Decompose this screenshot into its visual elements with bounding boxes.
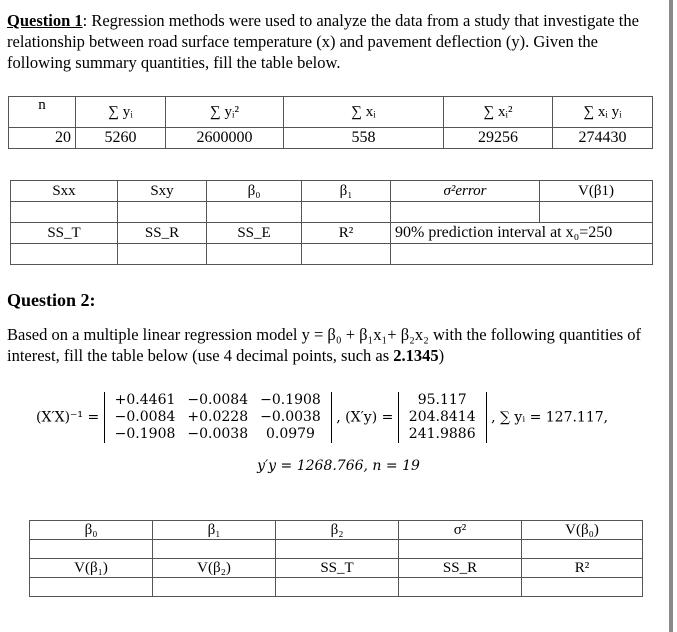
header-sst: SS_T bbox=[276, 559, 399, 578]
header-beta0: β₀ bbox=[30, 521, 153, 540]
answer-cell[interactable] bbox=[522, 540, 643, 559]
header-sst: SS_T bbox=[11, 223, 118, 244]
answer-cell[interactable] bbox=[302, 244, 391, 265]
answer-cell[interactable] bbox=[391, 244, 653, 265]
answer-cell[interactable] bbox=[302, 202, 391, 223]
value-sum-y: 5260 bbox=[76, 128, 166, 149]
header-prediction-interval: 90% prediction interval at x₀=250 bbox=[391, 223, 653, 244]
matrix-cell: −0.0084 bbox=[114, 409, 176, 425]
answer-cell[interactable] bbox=[30, 578, 153, 597]
header-n: n bbox=[9, 97, 76, 128]
answer-cell[interactable] bbox=[118, 244, 207, 265]
matrix-cell: −0.0038 bbox=[187, 426, 249, 442]
header-r2: R² bbox=[522, 559, 643, 578]
xty-vector bbox=[398, 392, 487, 443]
answer-cell[interactable] bbox=[207, 202, 302, 223]
header-sum-x2: ∑ xᵢ² bbox=[444, 97, 553, 128]
vector-cell: 95.117 bbox=[417, 392, 467, 408]
matrix-cell: +0.0228 bbox=[187, 409, 249, 425]
header-beta2: β₂ bbox=[276, 521, 399, 540]
matrix-cell: −0.1908 bbox=[260, 392, 321, 408]
question-1-text bbox=[7, 10, 657, 73]
header-sxx: Sxx bbox=[11, 181, 118, 202]
header-beta1: β₁ bbox=[153, 521, 276, 540]
question-2-text bbox=[7, 324, 657, 366]
answer-cell[interactable] bbox=[153, 578, 276, 597]
xtx-inverse-label: (X′X)⁻¹ = bbox=[36, 409, 100, 426]
question-2-body: Based on a multiple linear regression model y = β₀ + β₁x₁+ β₂x₂ with the following quantities of interest, fill the table below (use 4 decimal points, such as bbox=[7, 325, 642, 365]
value-sum-x2: 29256 bbox=[444, 128, 553, 149]
header-sum-xy: ∑ xᵢ yᵢ bbox=[553, 97, 653, 128]
matrix-cell: −0.1908 bbox=[114, 426, 176, 442]
answer-cell[interactable] bbox=[30, 540, 153, 559]
value-sum-y2: 2600000 bbox=[166, 128, 284, 149]
yy-and-n: y′y = 1268.766, n = 19 bbox=[257, 458, 420, 474]
answer-cell[interactable] bbox=[11, 202, 118, 223]
question-2-title: Question 2: bbox=[7, 290, 96, 310]
given-quantities bbox=[36, 392, 608, 443]
answer-cell[interactable] bbox=[399, 578, 522, 597]
answer-cell[interactable] bbox=[399, 540, 522, 559]
vector-cell: 241.9886 bbox=[408, 426, 476, 442]
answer-cell[interactable] bbox=[207, 244, 302, 265]
header-v-beta1: V(β1) bbox=[540, 181, 653, 202]
header-beta1: β₁ bbox=[302, 181, 391, 202]
header-v-beta1: V(β₁) bbox=[30, 559, 153, 578]
answer-cell[interactable] bbox=[522, 578, 643, 597]
header-sxy: Sxy bbox=[118, 181, 207, 202]
header-sigma2: σ² bbox=[399, 521, 522, 540]
xty-label: , (X′y) = bbox=[336, 409, 394, 426]
question-1-title: Question 1 bbox=[7, 11, 83, 30]
matrix-cell: −0.0038 bbox=[260, 409, 321, 425]
xtx-inverse-matrix bbox=[104, 392, 332, 443]
header-sigma-error: σ²error bbox=[391, 181, 540, 202]
example-value: 2.1345 bbox=[393, 346, 439, 365]
header-sse: SS_E bbox=[207, 223, 302, 244]
summary-table bbox=[8, 96, 653, 149]
value-sum-x: 558 bbox=[284, 128, 444, 149]
value-n: 20 bbox=[9, 128, 76, 149]
header-sum-y2: ∑ yᵢ² bbox=[166, 97, 284, 128]
header-ssr: SS_R bbox=[118, 223, 207, 244]
closing-paren: ) bbox=[438, 346, 445, 365]
header-ssr: SS_R bbox=[399, 559, 522, 578]
answer-cell[interactable] bbox=[276, 578, 399, 597]
header-sum-y: ∑ yᵢ bbox=[76, 97, 166, 128]
scrollbar[interactable] bbox=[669, 0, 673, 632]
answer-table-2 bbox=[29, 520, 643, 597]
vector-cell: 204.8414 bbox=[408, 409, 476, 425]
header-beta0: β₀ bbox=[207, 181, 302, 202]
header-sum-x: ∑ xᵢ bbox=[284, 97, 444, 128]
answer-cell[interactable] bbox=[118, 202, 207, 223]
sum-y-value: , ∑ yᵢ = 127.117, bbox=[491, 409, 609, 426]
answer-table-1 bbox=[10, 180, 653, 265]
header-v-beta2: V(β₂) bbox=[153, 559, 276, 578]
answer-cell[interactable] bbox=[276, 540, 399, 559]
question-1-body: : Regression methods were used to analyze the data from a study that investigate the relationship between road surface temperature (x) and pavement deflection (y). Given the following summary quantities, fill the table below. bbox=[7, 11, 639, 72]
matrix-cell: 0.0979 bbox=[265, 426, 315, 442]
answer-cell[interactable] bbox=[153, 540, 276, 559]
answer-cell[interactable] bbox=[391, 202, 540, 223]
matrix-cell: +0.4461 bbox=[114, 392, 176, 408]
matrix-cell: −0.0084 bbox=[187, 392, 249, 408]
header-r2: R² bbox=[302, 223, 391, 244]
answer-cell[interactable] bbox=[11, 244, 118, 265]
value-sum-xy: 274430 bbox=[553, 128, 653, 149]
header-v-beta0: V(β₀) bbox=[522, 521, 643, 540]
answer-cell[interactable] bbox=[540, 202, 653, 223]
